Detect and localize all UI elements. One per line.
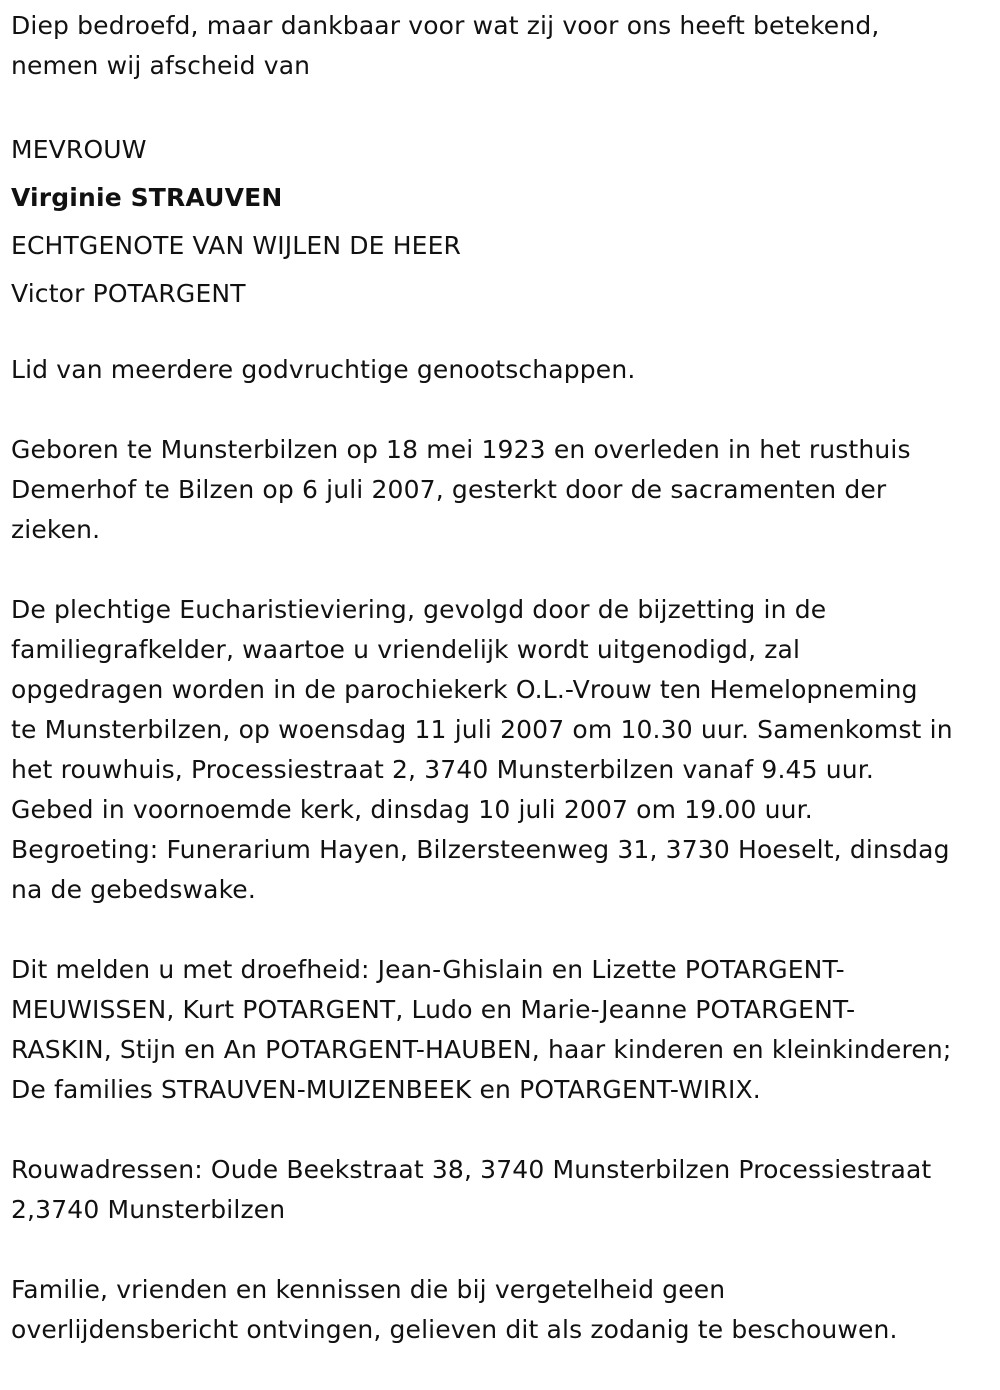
family-line: Dit melden u met droefheid: Jean-Ghislain en Lizette POTARGENT-: [11, 955, 845, 984]
deceased-spouse: Victor POTARGENT: [11, 279, 246, 308]
address-line: Rouwadressen: Oude Beekstraat 38, 3740 Munsterbilzen Processiestraat: [11, 1155, 932, 1184]
family-line: De families STRAUVEN-MUIZENBEEK en POTARGENT-WIRIX.: [11, 1075, 761, 1104]
closing-paragraph: [11, 1270, 993, 1350]
birth-death-line: zieken.: [11, 515, 101, 544]
deceased-relation: ECHTGENOTE VAN WIJLEN DE HEER: [11, 231, 462, 260]
ceremony-line: Gebed in voornoemde kerk, dinsdag 10 juli 2007 om 19.00 uur.: [11, 795, 813, 824]
ceremony-paragraph: [11, 590, 993, 910]
deceased-block: [11, 126, 993, 318]
addresses-paragraph: [11, 1150, 993, 1230]
deceased-prefix: MEVROUW: [11, 135, 147, 164]
ceremony-line: het rouwhuis, Processiestraat 2, 3740 Munsterbilzen vanaf 9.45 uur.: [11, 755, 874, 784]
closing-line: overlijdensbericht ontvingen, gelieven dit als zodanig te beschouwen.: [11, 1315, 898, 1344]
intro-line: Diep bedroefd, maar dankbaar voor wat zij voor ons heeft betekend,: [11, 11, 880, 40]
closing-line: Familie, vrienden en kennissen die bij vergetelheid geen: [11, 1275, 726, 1304]
ceremony-line: na de gebedswake.: [11, 875, 256, 904]
birth-death-paragraph: [11, 430, 993, 550]
membership-paragraph: [11, 350, 993, 390]
birth-death-line: Demerhof te Bilzen op 6 juli 2007, gesterkt door de sacramenten der: [11, 475, 887, 504]
obituary-document: [11, 6, 993, 1390]
membership-line: Lid van meerdere godvruchtige genootschappen.: [11, 355, 636, 384]
ceremony-line: familiegrafkelder, waartoe u vriendelijk wordt uitgenodigd, zal: [11, 635, 801, 664]
ceremony-line: te Munsterbilzen, op woensdag 11 juli 2007 om 10.30 uur. Samenkomst in: [11, 715, 953, 744]
intro-line: nemen wij afscheid van: [11, 51, 311, 80]
ceremony-line: De plechtige Eucharistieviering, gevolgd door de bijzetting in de: [11, 595, 827, 624]
family-line: RASKIN, Stijn en An POTARGENT-HAUBEN, haar kinderen en kleinkinderen;: [11, 1035, 952, 1064]
ceremony-line: Begroeting: Funerarium Hayen, Bilzersteenweg 31, 3730 Hoeselt, dinsdag: [11, 835, 950, 864]
ceremony-line: opgedragen worden in de parochiekerk O.L.-Vrouw ten Hemelopneming: [11, 675, 918, 704]
family-line: MEUWISSEN, Kurt POTARGENT, Ludo en Marie-Jeanne POTARGENT-: [11, 995, 856, 1024]
address-line: 2,3740 Munsterbilzen: [11, 1195, 286, 1224]
deceased-name: Virginie STRAUVEN: [11, 183, 283, 212]
birth-death-line: Geboren te Munsterbilzen op 18 mei 1923 en overleden in het rusthuis: [11, 435, 911, 464]
intro-paragraph: [11, 6, 993, 86]
family-paragraph: [11, 950, 993, 1110]
